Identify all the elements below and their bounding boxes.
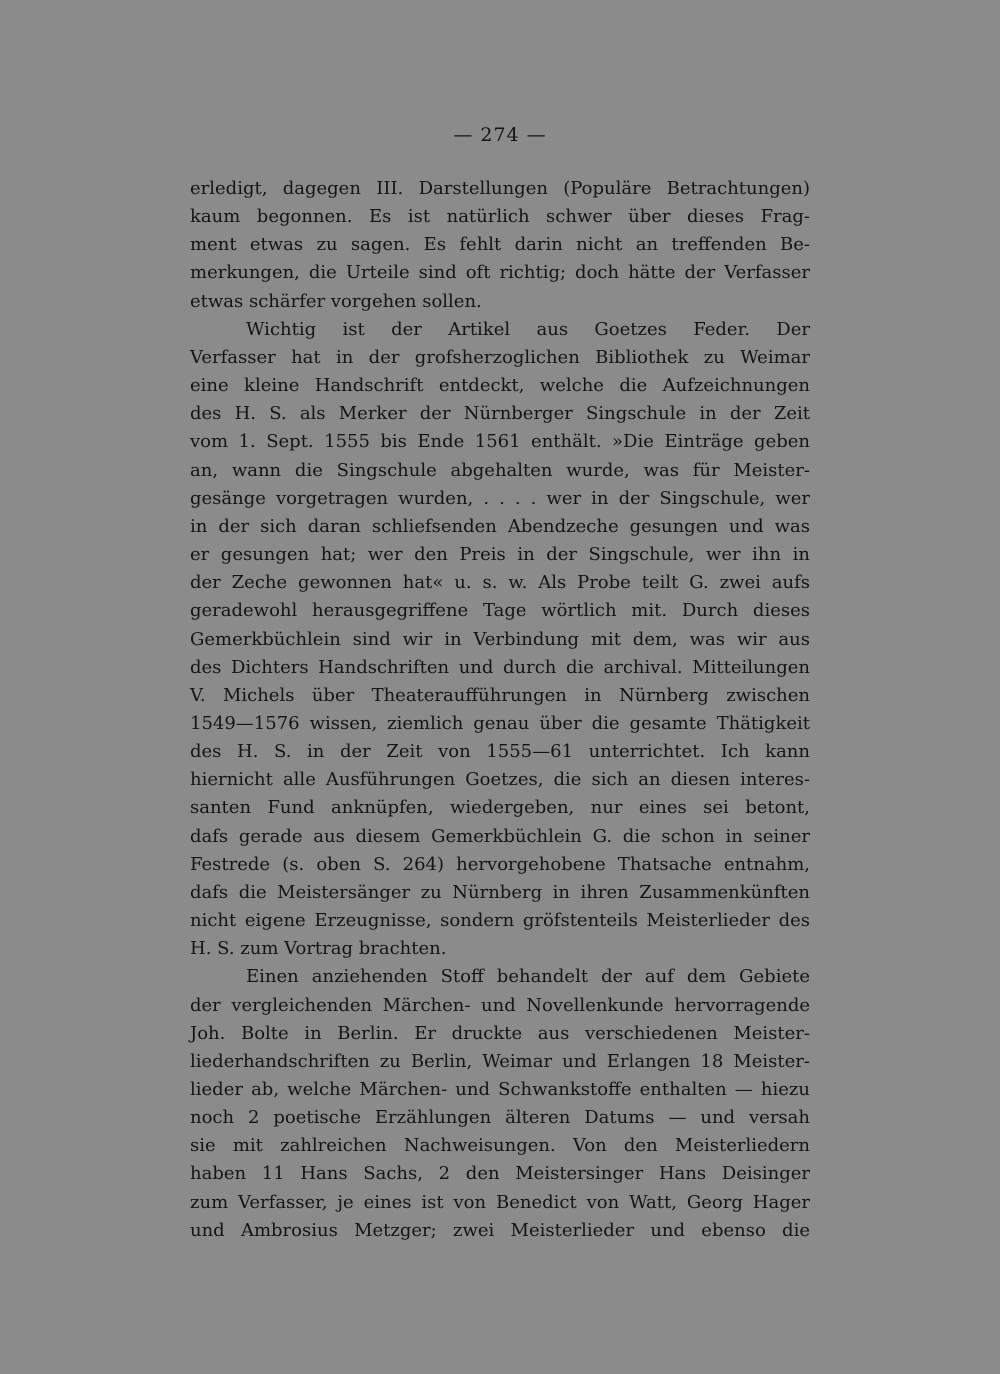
text-line: des Dichters Handschriften und durch die archival. Mitteilungen (190, 656, 810, 678)
text-line: V. Michels über Theateraufführungen in Nürnberg zwischen (190, 684, 810, 706)
text-line: 1549—1576 wissen, ziemlich genau über die gesamte Thätigkeit (190, 712, 810, 734)
text-line: in der sich daran schliefsenden Abendzeche gesungen und was (190, 515, 810, 537)
text-line: dafs gerade aus diesem Gemerkbüchlein G. die schon in seiner (190, 825, 810, 847)
text-line: Verfasser hat in der grofsherzoglichen Bibliothek zu Weimar (190, 346, 810, 368)
text-line: dafs die Meistersänger zu Nürnberg in ihren Zusammenkünften (190, 881, 810, 903)
text-line: Gemerkbüchlein sind wir in Verbindung mit dem, was wir aus (190, 628, 810, 650)
text-line: haben 11 Hans Sachs, 2 den Meistersinger Hans Deisinger (190, 1163, 810, 1185)
text-line: Festrede (s. oben S. 264) hervorgehobene Thatsache entnahm, (190, 853, 810, 875)
text-line: etwas schärfer vorgehen sollen. (190, 290, 482, 312)
page-number: — 274 — (453, 124, 547, 146)
text-line: hiernicht alle Ausführungen Goetzes, die sich an diesen interes- (190, 769, 810, 791)
text-line: liederhandschriften zu Berlin, Weimar und Erlangen 18 Meister- (190, 1050, 810, 1072)
text-line: und Ambrosius Metzger; zwei Meisterlieder und ebenso die (190, 1219, 810, 1241)
text-line: Einen anziehenden Stoff behandelt der auf dem Gebiete (246, 966, 810, 988)
text-line: lieder ab, welche Märchen- und Schwankstoffe enthalten — hiezu (190, 1079, 810, 1100)
text-line: Wichtig ist der Artikel aus Goetzes Feder. Der (246, 318, 810, 340)
text-line: geradewohl herausgegriffene Tage wörtlich mit. Durch dieses (190, 600, 810, 622)
text-line: eine kleine Handschrift entdeckt, welche die Aufzeichnungen (190, 375, 810, 397)
text-line: merkungen, die Urteile sind oft richtig; doch hätte der Verfasser (190, 262, 810, 284)
body-text (190, 175, 810, 1245)
text-line: er gesungen hat; wer den Preis in der Singschule, wer ihn in (190, 544, 810, 566)
text-line: nicht eigene Erzeugnisse, sondern gröfstenteils Meisterlieder des (190, 910, 810, 932)
text-line: erledigt, dagegen III. Darstellungen (Populäre Betrachtungen) (190, 178, 810, 199)
text-line: kaum begonnen. Es ist natürlich schwer über dieses Frag- (190, 206, 810, 228)
text-line: sie mit zahlreichen Nachweisungen. Von den Meisterliedern (190, 1135, 810, 1157)
text-line: gesänge vorgetragen wurden, . . . . wer in der Singschule, wer (190, 487, 810, 509)
text-line: H. S. zum Vortrag brachten. (190, 938, 447, 960)
text-line: vom 1. Sept. 1555 bis Ende 1561 enthält. »Die Einträge geben (190, 431, 810, 453)
text-line: santen Fund anknüpfen, wiedergeben, nur eines sei betont, (190, 797, 810, 819)
text-line: ment etwas zu sagen. Es fehlt darin nicht an treffenden Be- (190, 234, 810, 256)
text-line: an, wann die Singschule abgehalten wurde, was für Meister- (190, 459, 810, 481)
text-line: des H. S. in der Zeit von 1555—61 unterrichtet. Ich kann (190, 741, 810, 763)
text-line: Joh. Bolte in Berlin. Er druckte aus verschiedenen Meister- (190, 1022, 810, 1044)
text-line: zum Verfasser, je eines ist von Benedict von Watt, Georg Hager (190, 1191, 810, 1213)
text-line: der vergleichenden Märchen- und Novellenkunde hervorragende (190, 994, 810, 1016)
text-line: des H. S. als Merker der Nürnberger Singschule in der Zeit (190, 403, 810, 425)
text-line: noch 2 poetische Erzählungen älteren Datums — und versah (190, 1107, 810, 1129)
text-line: der Zeche gewonnen hat« u. s. w. Als Probe teilt G. zwei aufs (190, 572, 810, 594)
